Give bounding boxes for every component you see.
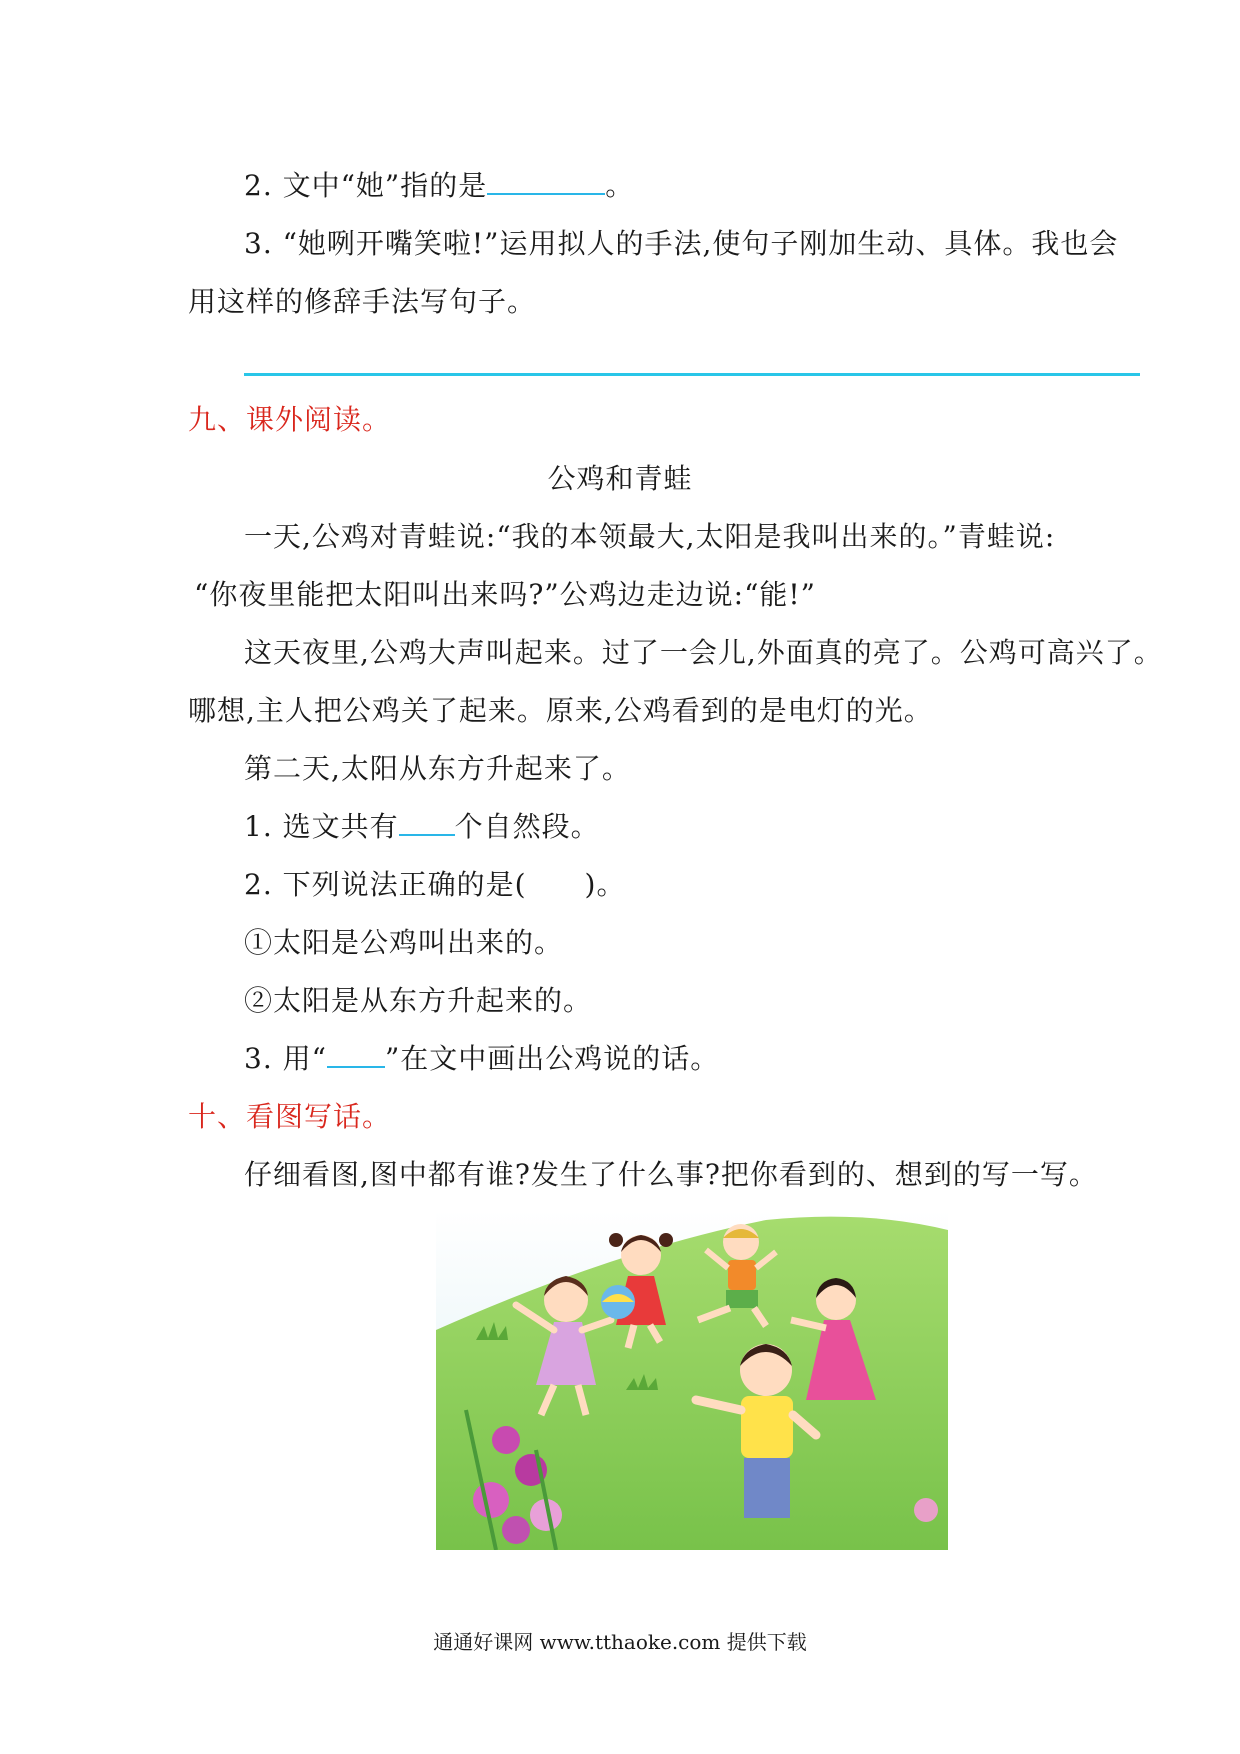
answer-blank[interactable]	[487, 171, 605, 195]
reading-question-3	[244, 1039, 719, 1079]
question-2-text: 2. 文中“她”指的是	[244, 169, 488, 202]
story-para-1-line-2: “你夜里能把太阳叫出来吗?”公鸡边走边说:“能!”	[194, 578, 816, 611]
story-para-3: 第二天,太阳从东方升起来了。	[244, 752, 631, 785]
story-title: 公鸡和青蛙	[547, 462, 693, 495]
answer-blank[interactable]	[399, 812, 455, 836]
question-2	[244, 166, 634, 206]
answer-blank[interactable]	[327, 1044, 385, 1068]
story-para-2-line-1: 这天夜里,公鸡大声叫起来。过了一会儿,外面真的亮了。公鸡可高兴了。	[244, 636, 1163, 669]
reading-question-1-suffix: 个自然段。	[454, 810, 600, 843]
story-para-1-line-1: 一天,公鸡对青蛙说:“我的本领最大,太阳是我叫出来的。”青蛙说:	[244, 520, 1056, 553]
reading-question-1-text: 1. 选文共有	[244, 810, 399, 843]
reading-question-3-text: 3. 用“	[244, 1042, 327, 1075]
answer-line[interactable]	[244, 373, 1140, 376]
question-3-line-2: 用这样的修辞手法写句子。	[188, 285, 537, 318]
reading-question-2: 2. 下列说法正确的是( )。	[244, 868, 626, 901]
writing-prompt: 仔细看图,图中都有谁?发生了什么事?把你看到的、想到的写一写。	[244, 1158, 1098, 1191]
children-playing-illustration	[436, 1210, 948, 1550]
question-2-suffix: 。	[605, 169, 635, 202]
reading-question-1	[244, 807, 600, 847]
section-9-heading: 九、课外阅读。	[188, 403, 392, 436]
section-10-heading: 十、看图写话。	[188, 1100, 392, 1133]
story-para-2-line-2: 哪想,主人把公鸡关了起来。原来,公鸡看到的是电灯的光。	[188, 694, 933, 727]
question-3-line-1: 3. “她咧开嘴笑啦!”运用拟人的手法,使句子刚加生动、具体。我也会	[244, 227, 1119, 260]
option-2: ②太阳是从东方升起来的。	[244, 984, 593, 1017]
footer-credit: 通通好课网 www.tthaoke.com 提供下载	[433, 1630, 807, 1654]
reading-question-3-suffix: ”在文中画出公鸡说的话。	[384, 1042, 720, 1075]
option-1: ①太阳是公鸡叫出来的。	[244, 926, 564, 959]
ball-icon	[601, 1285, 635, 1319]
